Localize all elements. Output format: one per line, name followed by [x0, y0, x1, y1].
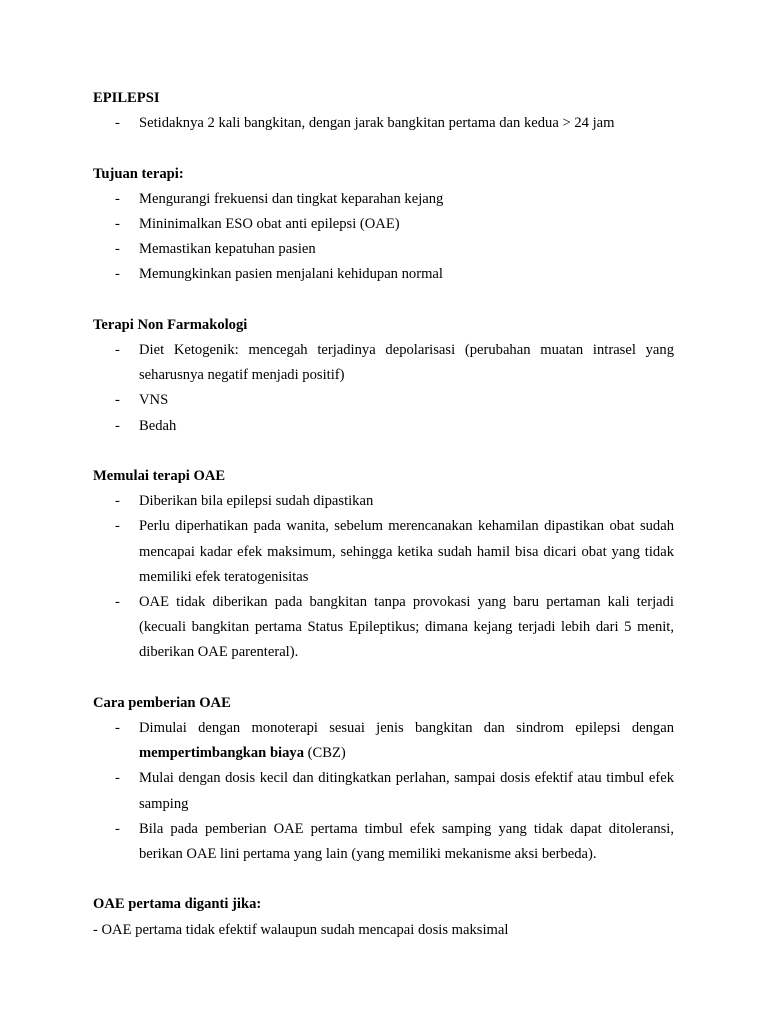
list-item — [93, 817, 674, 867]
bullet-dash: - — [115, 820, 120, 837]
list-item — [93, 262, 674, 287]
bullet-dash: - — [115, 593, 120, 610]
bullet-dash: - — [115, 115, 120, 132]
list-item-text: Perlu diperhatikan pada wanita, sebelum merencanakan kehamilan dipastikan obat sudah mencapai kadar efek maksimum, sehingga ketika sudah hamil bisa dicari obat yang tidak memiliki efek teratogenisitas — [139, 518, 674, 585]
list-item — [93, 514, 674, 590]
list-item-text: Mulai dengan dosis kecil dan ditingkatkan perlahan, sampai dosis efektif atau timbul efek samping — [139, 770, 674, 812]
document-body — [93, 86, 674, 943]
bullet-dash: - — [115, 341, 120, 358]
list-item-text: OAE tidak diberikan pada bangkitan tanpa provokasi yang baru pertaman kali terjadi (kecuali bangkitan pertama Status Epileptikus; dimana kejang terjadi lebih dari 5 menit, diberikan OAE parenteral). — [139, 593, 674, 661]
list-item-text: VNS — [139, 392, 169, 409]
plain-line: - OAE pertama tidak efektif walaupun sudah mencapai dosis maksimal — [93, 921, 509, 938]
bullet-dash: - — [115, 518, 120, 535]
section-heading-cara-pemberian-oae: Cara pemberian OAE — [93, 694, 231, 711]
bullet-dash: - — [115, 417, 120, 434]
list-item-text: Setidaknya 2 kali bangkitan, dengan jarak bangkitan pertama dan kedua > 24 jam — [139, 115, 615, 132]
section-heading-tujuan-terapi: Tujuan terapi: — [93, 165, 184, 182]
section-heading-memulai-terapi-oae: Memulai terapi OAE — [93, 467, 226, 484]
list-item-text: Memastikan kepatuhan pasien — [139, 241, 316, 258]
list-item — [93, 716, 674, 766]
list-item — [93, 338, 674, 388]
list-item — [93, 111, 674, 136]
bullet-dash: - — [115, 266, 120, 283]
list-item — [93, 388, 674, 413]
spacer — [93, 666, 674, 691]
list-item-text: Diberikan bila epilepsi sudah dipastikan — [139, 493, 374, 510]
spacer — [93, 136, 674, 161]
bullet-dash: - — [115, 215, 120, 232]
list-item-text: Mengurangi frekuensi dan tingkat keparahan kejang — [139, 190, 444, 207]
list-item — [93, 590, 674, 666]
bullet-dash: - — [115, 241, 120, 258]
list-item-text: Bedah — [139, 417, 177, 434]
bullet-dash: - — [115, 493, 120, 510]
list-item-text: Bila pada pemberian OAE pertama timbul efek samping yang tidak dapat ditoleransi, berikan OAE lini pertama yang lain (yang memiliki mekanisme aksi berbeda). — [139, 820, 674, 862]
bullet-dash: - — [115, 770, 120, 787]
list-item-text-bold: mempertimbangkan biaya — [139, 745, 304, 762]
list-item-text-post: (CBZ) — [304, 745, 346, 762]
bullet-dash: - — [115, 719, 120, 736]
list-item-text: Memungkinkan pasien menjalani kehidupan normal — [139, 266, 443, 283]
section-heading-epilepsi: EPILEPSI — [93, 90, 160, 106]
list-item — [93, 414, 674, 439]
list-item-text: Diet Ketogenik: mencegah terjadinya depolarisasi (perubahan muatan intrasel yang seharusnya negatif menjadi positif) — [139, 341, 674, 384]
list-item — [93, 489, 674, 514]
list-item — [93, 212, 674, 237]
list-item — [93, 237, 674, 262]
section-heading-oae-pertama-diganti: OAE pertama diganti jika: — [93, 896, 262, 913]
list-item — [93, 766, 674, 816]
section-heading-terapi-non-farmakologi: Terapi Non Farmakologi — [93, 316, 248, 333]
spacer — [93, 867, 674, 892]
list-item-text: Mininimalkan ESO obat anti epilepsi (OAE) — [139, 215, 400, 232]
bullet-dash: - — [115, 392, 120, 409]
spacer — [93, 288, 674, 313]
list-item — [93, 187, 674, 212]
bullet-dash: - — [115, 190, 120, 207]
list-item-text-pre: Dimulai dengan monoterapi sesuai jenis bangkitan dan sindrom epilepsi dengan — [139, 719, 674, 736]
spacer — [93, 439, 674, 464]
